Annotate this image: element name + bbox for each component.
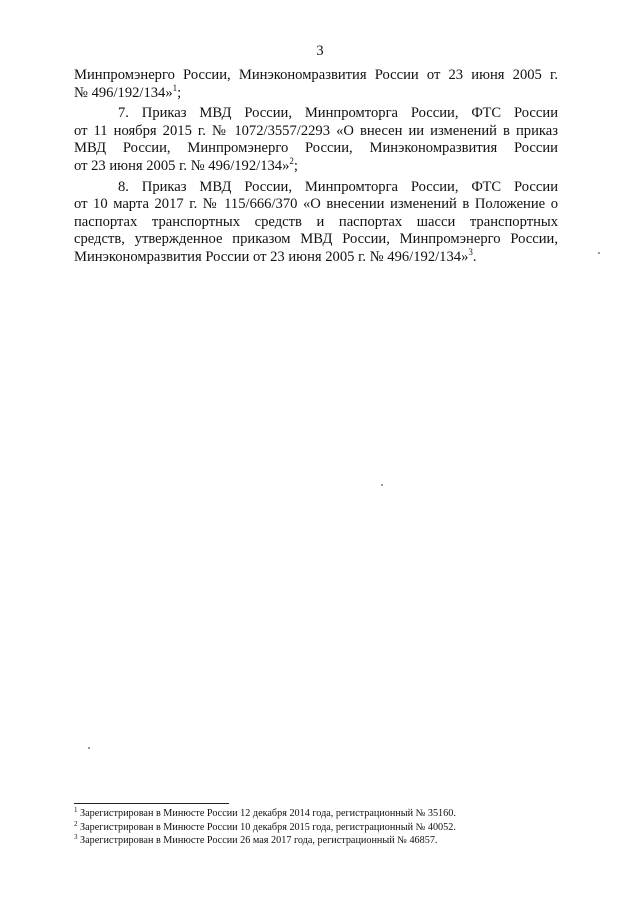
footnote-3 [74,834,558,848]
text-line: Минпромэнерго России, Минэкономразвития России от 23 июня 2005 г. [74,67,558,83]
document-body [74,67,558,267]
footnote-2 [74,821,558,835]
list-item-8 [74,179,558,267]
footnote-text: Зарегистрирован в Минюсте России 26 мая 2017 года, регистрационный № 46857. [80,835,438,847]
footnote-1 [74,807,558,821]
paragraph-continuation [74,67,558,102]
footnote-divider [74,803,229,804]
text-line-content: № 496/192/134» [74,84,173,101]
text-line: средств, утвержденное приказом МВД России, Минпромэнерго России, [74,231,558,248]
page-number: 3 [316,43,324,59]
line-punctuation: . [472,248,477,265]
footnote-reference: 1 [172,82,178,93]
text-line [74,246,558,267]
footnote-number: 1 [74,806,78,814]
scan-speck [381,484,383,486]
footnotes [74,807,558,848]
text-line [74,155,558,176]
footnote-number: 2 [74,819,78,828]
text-line-content: от 23 июня 2005 г. № 496/192/134» [74,157,290,174]
list-item-7 [74,105,558,175]
text-line: МВД России, Минпромэнерго России, Минэкономразвития России [74,140,558,157]
text-line [74,82,558,103]
text-line: паспортах транспортных средств и паспортах шасси транспортных [74,213,558,230]
text-line-content: Минэкономразвития России от 23 июня 2005 г. № 496/192/134» [74,248,469,265]
line-punctuation: ; [293,157,298,174]
scan-speck [598,252,600,254]
footnote-number: 3 [74,833,78,842]
footnote-text: Зарегистрирован в Минюсте России 12 декабря 2014 года, регистрационный № 35160. [80,808,456,819]
footnote-reference: 2 [289,155,294,166]
text-line: 8. Приказ МВД России, Минпромторга России, ФТС России [118,178,558,195]
text-line: от 10 марта 2017 г. № 115/666/370 «О внесении изменений в Положение о [74,196,558,213]
text-line: от 11 ноября 2015 г. № 1072/3557/2293 «О внесен ии изменений в приказ [74,122,558,139]
scan-speck [88,747,90,749]
text-line: 7. Приказ МВД России, Минпромторга России, ФТС России [118,105,558,122]
footnote-reference: 3 [468,246,473,257]
footnote-text: Зарегистрирован в Минюсте России 10 декабря 2015 года, регистрационный № 40052. [80,821,456,833]
line-punctuation: ; [177,84,182,101]
